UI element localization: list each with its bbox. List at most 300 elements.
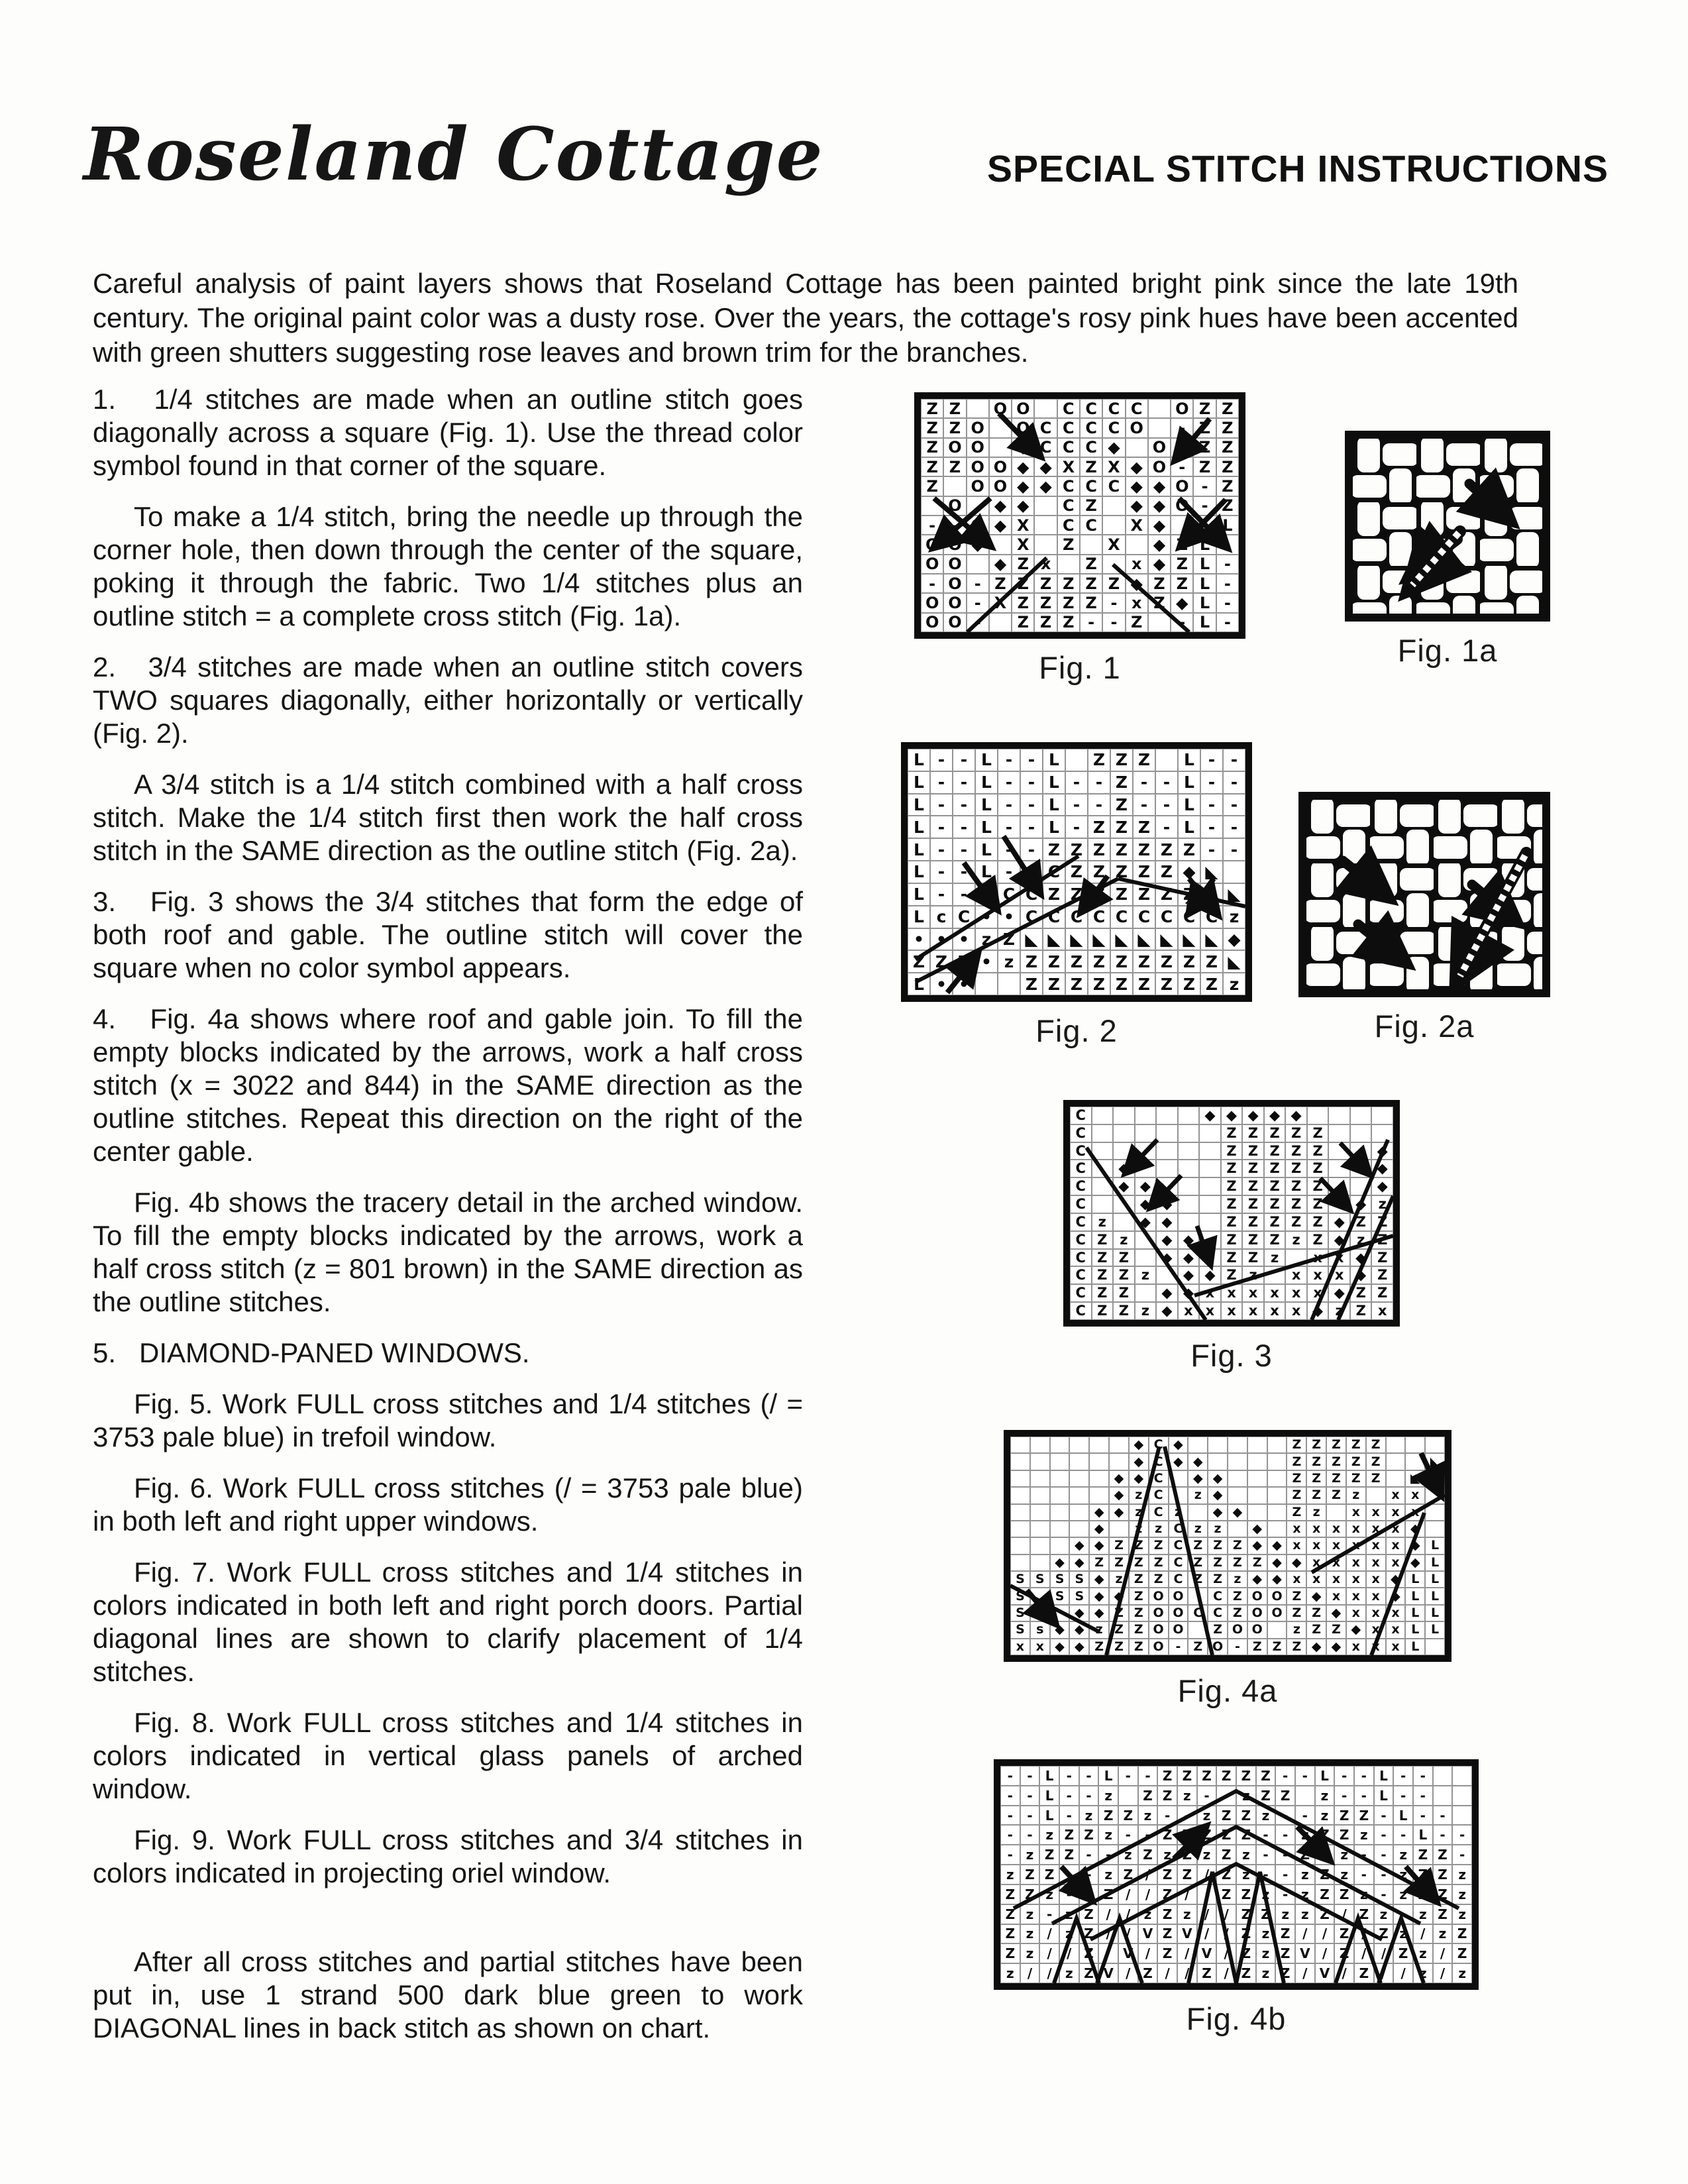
chart-cell: Z bbox=[1393, 1943, 1413, 1963]
chart-cell: ◆ bbox=[1129, 1437, 1149, 1453]
chart-cell: Z bbox=[1216, 496, 1239, 516]
instruction-item-1-detail: To make a 1/4 stitch, bring the needle up through the corner hole, then down through the center of the square, poking it through the fabric. Two 1/4 stitches plus an outline stitch = a complete cross stitch (Fig. 1a). bbox=[93, 501, 803, 631]
chart-cell: x bbox=[1199, 1284, 1221, 1302]
chart-cell: - bbox=[1138, 1766, 1158, 1786]
chart-cell: Z bbox=[1433, 1865, 1453, 1884]
chart-cell: ◆ bbox=[1109, 1487, 1129, 1503]
chart-cell: x bbox=[1242, 1302, 1264, 1320]
chart-cell: / bbox=[1098, 1943, 1118, 1963]
chart-cell bbox=[1010, 1555, 1030, 1571]
chart-cell bbox=[1247, 1437, 1267, 1453]
chart-cell: C bbox=[1070, 1160, 1092, 1177]
chart-cell: O bbox=[1149, 1605, 1169, 1621]
chart-cell: x bbox=[1405, 1487, 1425, 1503]
chart-cell: ◆ bbox=[1050, 1555, 1070, 1571]
chart-cell: Z bbox=[1080, 457, 1102, 476]
chart-cell: Z bbox=[1149, 1571, 1169, 1588]
chart-cell: L bbox=[1043, 794, 1065, 816]
chart-cell bbox=[1113, 1195, 1135, 1213]
chart-cell: ◆ bbox=[1156, 1213, 1178, 1231]
chart-cell: ◆ bbox=[1306, 1588, 1326, 1604]
chart-cell: Z bbox=[1216, 1845, 1236, 1865]
chart-cell: L bbox=[1425, 1588, 1445, 1604]
chart-cell: Z bbox=[1221, 1249, 1243, 1267]
chart-cell: C bbox=[1065, 906, 1088, 928]
chart-cell: Z bbox=[1242, 1213, 1264, 1231]
chart-cell: - bbox=[1334, 1766, 1354, 1786]
chart-cell: x bbox=[1285, 1284, 1307, 1302]
chart-cell: Z bbox=[1242, 1195, 1264, 1213]
chart-cell: Z bbox=[1326, 1453, 1346, 1470]
chart-cell: Z bbox=[1155, 973, 1178, 995]
chart-cell: z bbox=[1371, 1195, 1393, 1213]
chart-cell: L bbox=[1178, 749, 1200, 771]
chart-cell: ◆ bbox=[1208, 1470, 1228, 1487]
chart-cell: ◆ bbox=[1328, 1231, 1350, 1249]
chart-cell bbox=[1135, 1284, 1157, 1302]
chart-cell: Z bbox=[1092, 1249, 1114, 1267]
chart-cell: L bbox=[1425, 1537, 1445, 1554]
chart-cell bbox=[1267, 1521, 1287, 1537]
chart-cell bbox=[1113, 1213, 1135, 1231]
chart-cell bbox=[1405, 1453, 1425, 1470]
chart-cell bbox=[1069, 1453, 1089, 1470]
chart-cell: Z bbox=[1275, 1924, 1295, 1944]
chart-cell: z bbox=[1098, 1786, 1118, 1806]
chart-cell: - bbox=[967, 613, 989, 632]
chart-cell: z bbox=[1098, 1865, 1118, 1884]
chart-cell: O bbox=[989, 399, 1012, 418]
chart-cell: ◆ bbox=[1169, 1437, 1188, 1453]
chart-cell: Z bbox=[1088, 973, 1110, 995]
chart-cell: Z bbox=[1188, 1571, 1208, 1588]
chart-cell: O bbox=[1267, 1605, 1287, 1621]
chart-cell: V bbox=[1098, 1963, 1118, 1983]
fig4b-grid bbox=[1000, 1766, 1472, 1983]
chart-cell bbox=[1089, 1470, 1109, 1487]
chart-cell: Z bbox=[1092, 1231, 1114, 1249]
chart-cell: z bbox=[1079, 1884, 1099, 1904]
chart-cell bbox=[1452, 1806, 1472, 1826]
chart-cell: S bbox=[1010, 1621, 1030, 1638]
chart-cell: C bbox=[1057, 516, 1080, 535]
chart-cell: Z bbox=[1157, 1904, 1177, 1924]
chart-cell: ◆ bbox=[1285, 1107, 1307, 1124]
chart-cell: / bbox=[1118, 1904, 1138, 1924]
chart-cell bbox=[1050, 1521, 1070, 1537]
chart-cell: Z bbox=[1433, 1904, 1453, 1924]
chart-cell: O bbox=[967, 438, 989, 457]
chart-cell: - bbox=[1079, 1845, 1099, 1865]
chart-cell: ◆ bbox=[1247, 1537, 1267, 1554]
chart-cell: C bbox=[1169, 1521, 1188, 1537]
chart-cell: / bbox=[1138, 1865, 1158, 1884]
chart-cell: ◆ bbox=[1102, 438, 1125, 457]
chart-cell: L bbox=[908, 794, 930, 816]
chart-cell: Z bbox=[1452, 1924, 1472, 1944]
chart-cell bbox=[1135, 1249, 1157, 1267]
chart-cell bbox=[1030, 1555, 1050, 1571]
chart-cell: ◆ bbox=[1089, 1605, 1109, 1621]
chart-cell: / bbox=[1197, 1884, 1217, 1904]
chart-cell: x bbox=[1306, 1571, 1326, 1588]
chart-cell: X bbox=[1126, 516, 1148, 535]
chart-cell: z bbox=[1315, 1786, 1335, 1806]
chart-cell: C bbox=[1043, 906, 1065, 928]
chart-cell: Z bbox=[921, 457, 943, 476]
chart-cell bbox=[1092, 1177, 1114, 1195]
chart-cell: Z bbox=[1295, 1845, 1315, 1865]
chart-cell: V bbox=[1295, 1943, 1315, 1963]
chart-cell: Z bbox=[1354, 1806, 1374, 1826]
chart-cell: ◆ bbox=[1405, 1521, 1425, 1537]
chart-cell: Z bbox=[1113, 1249, 1135, 1267]
chart-cell: Z bbox=[1155, 838, 1178, 861]
chart-cell: Z bbox=[1079, 1825, 1099, 1845]
chart-cell: x bbox=[1366, 1504, 1386, 1521]
chart-cell bbox=[1010, 1437, 1030, 1453]
chart-cell bbox=[1228, 1487, 1247, 1503]
chart-cell: O bbox=[943, 613, 966, 632]
chart-cell: Z bbox=[1200, 973, 1223, 995]
chart-cell: Z bbox=[1366, 1470, 1386, 1487]
chart-cell: Z bbox=[1315, 1865, 1335, 1884]
chart-cell: ◆ bbox=[1034, 476, 1057, 496]
chart-cell: ◆ bbox=[1223, 928, 1245, 951]
chart-cell: ◆ bbox=[1069, 1605, 1089, 1621]
chart-cell: O bbox=[1149, 1639, 1169, 1655]
chart-cell: Z bbox=[1012, 613, 1034, 632]
chart-cell: - bbox=[1102, 593, 1125, 612]
chart-cell bbox=[1452, 1766, 1472, 1786]
chart-cell: ◆ bbox=[1371, 1142, 1393, 1160]
chart-cell: Z bbox=[1236, 1943, 1256, 1963]
chart-cell: O bbox=[1247, 1605, 1267, 1621]
chart-cell bbox=[1328, 1107, 1350, 1124]
chart-cell: - bbox=[1200, 794, 1223, 816]
chart-cell: Z bbox=[1285, 1142, 1307, 1160]
chart-cell: Z bbox=[1264, 1231, 1286, 1249]
chart-cell bbox=[1199, 1231, 1221, 1249]
chart-cell: O bbox=[1149, 1621, 1169, 1638]
chart-cell bbox=[1065, 749, 1088, 771]
instructions-column bbox=[93, 383, 803, 2063]
chart-cell: x bbox=[1221, 1284, 1243, 1302]
chart-cell bbox=[1199, 1124, 1221, 1142]
chart-cell: Z bbox=[1216, 438, 1239, 457]
chart-cell: - bbox=[1223, 771, 1245, 794]
chart-cell: ◆ bbox=[1178, 1266, 1200, 1284]
chart-cell: Z bbox=[1433, 1884, 1453, 1904]
chart-cell: - bbox=[1275, 1884, 1295, 1904]
chart-cell: / bbox=[1315, 1943, 1335, 1963]
chart-cell: Z bbox=[1133, 950, 1155, 973]
chart-cell: z bbox=[1177, 1904, 1197, 1924]
chart-cell: S bbox=[1050, 1571, 1070, 1588]
chart-cell: L bbox=[1043, 771, 1065, 794]
fig1a-weave-icon bbox=[1353, 439, 1542, 614]
chart-cell: Z bbox=[1228, 1605, 1247, 1621]
chart-cell: - bbox=[953, 861, 975, 883]
chart-cell: Z bbox=[1216, 476, 1239, 496]
chart-cell: L bbox=[908, 816, 930, 838]
chart-cell: ◆ bbox=[1386, 1571, 1406, 1588]
chart-cell: - bbox=[1098, 1845, 1118, 1865]
chart-cell: z bbox=[1413, 1963, 1433, 1983]
chart-cell: ◆ bbox=[1148, 496, 1171, 516]
chart-cell: C bbox=[1057, 438, 1080, 457]
instruction-item-2: 2. 3/4 stitches are made when an outline stitch covers TWO squares diagonally, either horizontally or vertically (Fig. 2). bbox=[93, 651, 803, 749]
chart-cell: Z bbox=[1433, 1845, 1453, 1865]
chart-cell bbox=[1199, 1213, 1221, 1231]
chart-cell: Z bbox=[1287, 1605, 1306, 1621]
chart-cell: L bbox=[1039, 1786, 1059, 1806]
chart-cell: - bbox=[1059, 1806, 1079, 1826]
chart-cell bbox=[1148, 399, 1171, 418]
chart-cell bbox=[1050, 1487, 1070, 1503]
chart-cell: z bbox=[1020, 1924, 1040, 1944]
chart-cell: Z bbox=[1197, 1766, 1217, 1786]
chart-cell: Z bbox=[1177, 1865, 1197, 1884]
chart-cell: Z bbox=[1171, 574, 1193, 593]
chart-cell: z bbox=[1129, 1521, 1149, 1537]
chart-cell: Z bbox=[1256, 1904, 1276, 1924]
chart-cell: Z bbox=[1326, 1437, 1346, 1453]
chart-cell: - bbox=[930, 749, 953, 771]
chart-cell: x bbox=[1386, 1605, 1406, 1621]
chart-cell: / bbox=[1138, 1943, 1158, 1963]
chart-cell: C bbox=[1178, 906, 1200, 928]
chart-cell: Z bbox=[1178, 838, 1200, 861]
chart-cell: C bbox=[953, 906, 975, 928]
chart-cell: Z bbox=[1012, 555, 1034, 574]
chart-cell bbox=[1030, 1487, 1050, 1503]
chart-cell: - bbox=[1452, 1825, 1472, 1845]
chart-cell: L bbox=[908, 906, 930, 928]
chart-cell: Z bbox=[1315, 1845, 1335, 1865]
chart-cell: Z bbox=[1118, 1806, 1138, 1826]
chart-cell: / bbox=[1020, 1963, 1040, 1983]
chart-cell: - bbox=[1000, 1786, 1020, 1806]
chart-cell: Z bbox=[1242, 1177, 1264, 1195]
chart-cell: ◆ bbox=[1156, 1284, 1178, 1302]
chart-cell: Z bbox=[1089, 1639, 1109, 1655]
chart-cell bbox=[1030, 1521, 1050, 1537]
chart-cell: C bbox=[1057, 496, 1080, 516]
chart-cell bbox=[1178, 1177, 1200, 1195]
chart-cell: s bbox=[1030, 1621, 1050, 1638]
chart-cell: - bbox=[1354, 1766, 1374, 1786]
chart-cell: - bbox=[1393, 1825, 1413, 1845]
chart-cell: ◆ bbox=[1221, 1107, 1243, 1124]
chart-cell: Z bbox=[1236, 1766, 1256, 1786]
chart-cell: - bbox=[1020, 749, 1043, 771]
chart-cell: Z bbox=[1088, 950, 1110, 973]
chart-cell: ◆ bbox=[1208, 1487, 1228, 1503]
chart-cell: C bbox=[1034, 418, 1057, 437]
chart-cell: C bbox=[1088, 906, 1110, 928]
chart-cell: Z bbox=[1129, 1571, 1149, 1588]
chart-cell: - bbox=[1065, 771, 1088, 794]
chart-cell: / bbox=[1295, 1924, 1315, 1944]
chart-cell: Z bbox=[1216, 1884, 1236, 1904]
chart-cell bbox=[1208, 1453, 1228, 1470]
chart-cell: Z bbox=[1221, 1213, 1243, 1231]
chart-cell bbox=[1109, 1521, 1129, 1537]
chart-cell bbox=[1126, 535, 1148, 554]
chart-cell: x bbox=[1307, 1266, 1329, 1284]
chart-cell: / bbox=[1216, 1924, 1236, 1944]
chart-cell: ◆ bbox=[1148, 476, 1171, 496]
chart-cell bbox=[1199, 1249, 1221, 1267]
chart-cell: / bbox=[1393, 1963, 1413, 1983]
chart-cell: - bbox=[953, 771, 975, 794]
chart-cell: Z bbox=[1306, 1437, 1326, 1453]
chart-cell: z bbox=[1113, 1231, 1135, 1249]
chart-cell: • bbox=[998, 906, 1020, 928]
chart-cell: Z bbox=[1109, 1605, 1129, 1621]
chart-cell: Z bbox=[1059, 1825, 1079, 1845]
chart-cell: Z bbox=[1133, 883, 1155, 906]
chart-cell: Z bbox=[1221, 1231, 1243, 1249]
chart-cell bbox=[1069, 1470, 1089, 1487]
fig2-caption: Fig. 2 bbox=[1035, 1013, 1118, 1048]
chart-cell: x bbox=[1386, 1639, 1406, 1655]
instruction-item-1: 1. 1/4 stitches are made when an outline stitch goes diagonally across a square (Fig. 1). Use the thread color symbol found in that corner of the square. bbox=[93, 384, 803, 481]
chart-cell: Z bbox=[1287, 1639, 1306, 1655]
chart-cell: / bbox=[1039, 1963, 1059, 1983]
chart-cell: - bbox=[1133, 794, 1155, 816]
chart-cell: L bbox=[1405, 1588, 1425, 1604]
chart-cell: Z bbox=[1080, 574, 1102, 593]
chart-cell: / bbox=[1413, 1924, 1433, 1944]
chart-cell: L bbox=[1425, 1555, 1445, 1571]
fig2a-weave-icon bbox=[1306, 800, 1542, 989]
chart-cell: Z bbox=[1315, 1884, 1335, 1904]
chart-cell bbox=[1010, 1537, 1030, 1554]
chart-cell: Z bbox=[1109, 1621, 1129, 1638]
chart-cell: - bbox=[1200, 771, 1223, 794]
fig2a-weave bbox=[1298, 792, 1550, 997]
intro-paragraph: Careful analysis of paint layers shows that Roseland Cottage has been painted bright pink since the late 19th century. The original paint color was a dusty rose. Over the years, the cottage's rosy pink hues have been accented with green shutters suggesting rose leaves and brown trim for the branches. bbox=[93, 268, 1518, 368]
chart-cell: - bbox=[1223, 838, 1245, 861]
chart-cell: L bbox=[1374, 1766, 1394, 1786]
chart-cell bbox=[1371, 1124, 1393, 1142]
chart-cell bbox=[1328, 1160, 1350, 1177]
chart-cell: x bbox=[1287, 1521, 1306, 1537]
chart-cell: x bbox=[1326, 1555, 1346, 1571]
chart-cell: O bbox=[943, 574, 966, 593]
chart-cell: - bbox=[1020, 1806, 1040, 1826]
chart-cell: Z bbox=[1216, 1825, 1236, 1845]
chart-cell: z bbox=[1020, 1943, 1040, 1963]
chart-cell: S bbox=[1010, 1588, 1030, 1604]
chart-cell bbox=[1171, 516, 1193, 535]
chart-cell: Z bbox=[1221, 1266, 1243, 1284]
chart-cell: x bbox=[1386, 1555, 1406, 1571]
chart-cell: Z bbox=[1256, 1766, 1276, 1786]
chart-cell: / bbox=[1098, 1924, 1118, 1944]
chart-cell: Z bbox=[1287, 1504, 1306, 1521]
chart-cell: ◆ bbox=[1126, 476, 1148, 496]
chart-cell: Z bbox=[1264, 1177, 1286, 1195]
chart-cell: ◆ bbox=[1109, 1470, 1129, 1487]
chart-cell: ◆ bbox=[989, 555, 1012, 574]
chart-cell: Z bbox=[1315, 1904, 1335, 1924]
chart-cell: - bbox=[1275, 1766, 1295, 1786]
chart-cell bbox=[1092, 1107, 1114, 1124]
chart-cell: Z bbox=[1157, 1884, 1177, 1904]
chart-cell: z bbox=[1295, 1825, 1315, 1845]
chart-cell: ◆ bbox=[1371, 1160, 1393, 1177]
chart-cell bbox=[1267, 1487, 1287, 1503]
chart-cell: Z bbox=[1110, 973, 1133, 995]
chart-cell: / bbox=[1374, 1963, 1394, 1983]
chart-cell: ◣ bbox=[1155, 928, 1178, 951]
chart-cell: Z bbox=[1228, 1555, 1247, 1571]
chart-cell bbox=[921, 496, 943, 516]
chart-cell bbox=[1366, 1487, 1386, 1503]
chart-cell bbox=[1247, 1453, 1267, 1470]
chart-cell: ◆ bbox=[1156, 1302, 1178, 1320]
chart-cell: Z bbox=[1236, 1825, 1256, 1845]
chart-cell: Z bbox=[1057, 535, 1080, 554]
chart-cell: Z bbox=[1287, 1588, 1306, 1604]
chart-cell bbox=[1126, 438, 1148, 457]
chart-cell: Z bbox=[1216, 1806, 1236, 1826]
chart-cell: C bbox=[1034, 438, 1057, 457]
chart-cell: Z bbox=[1012, 593, 1034, 612]
chart-cell: O bbox=[989, 457, 1012, 476]
chart-cell: z bbox=[1315, 1806, 1335, 1826]
chart-cell: Z bbox=[1326, 1470, 1346, 1487]
chart-cell: z bbox=[1089, 1621, 1109, 1638]
chart-cell: z bbox=[1346, 1487, 1366, 1503]
chart-cell bbox=[1405, 1437, 1425, 1453]
chart-cell bbox=[967, 555, 989, 574]
chart-cell: Z bbox=[1334, 1884, 1354, 1904]
chart-cell bbox=[1267, 1437, 1287, 1453]
chart-cell: - bbox=[1171, 418, 1193, 437]
chart-cell: x bbox=[1287, 1537, 1306, 1554]
chart-cell: Z bbox=[1307, 1177, 1329, 1195]
chart-cell: z bbox=[1169, 1504, 1188, 1521]
chart-cell: z bbox=[1129, 1487, 1149, 1503]
chart-cell: x bbox=[1285, 1302, 1307, 1320]
fig1-chart bbox=[914, 392, 1245, 639]
chart-cell bbox=[1092, 1124, 1114, 1142]
instruction-item-4b: Fig. 4b shows the tracery detail in the arched window. To fill the empty blocks indicated by the arrows, work a half cross stitch (z = 801 brown) in the SAME direction as the outline stitches. bbox=[93, 1187, 803, 1317]
chart-cell bbox=[1030, 1470, 1050, 1487]
chart-cell: x bbox=[1326, 1588, 1346, 1604]
chart-cell: C bbox=[1070, 1302, 1092, 1320]
chart-cell: ◆ bbox=[1247, 1571, 1267, 1588]
chart-cell: ◆ bbox=[1109, 1504, 1129, 1521]
chart-cell: Z bbox=[1155, 861, 1178, 883]
chart-cell: Z bbox=[1354, 1963, 1374, 1983]
chart-cell bbox=[1057, 555, 1080, 574]
chart-cell: V bbox=[1197, 1943, 1217, 1963]
chart-cell: - bbox=[1059, 1766, 1079, 1786]
chart-cell: Z bbox=[1285, 1160, 1307, 1177]
chart-cell: z bbox=[1334, 1865, 1354, 1884]
chart-cell: - bbox=[1374, 1865, 1394, 1884]
chart-cell: z bbox=[1256, 1963, 1276, 1983]
chart-cell bbox=[1010, 1487, 1030, 1503]
chart-cell: Z bbox=[1012, 574, 1034, 593]
chart-cell: Z bbox=[1197, 1963, 1217, 1983]
chart-cell: Z bbox=[1092, 1284, 1114, 1302]
